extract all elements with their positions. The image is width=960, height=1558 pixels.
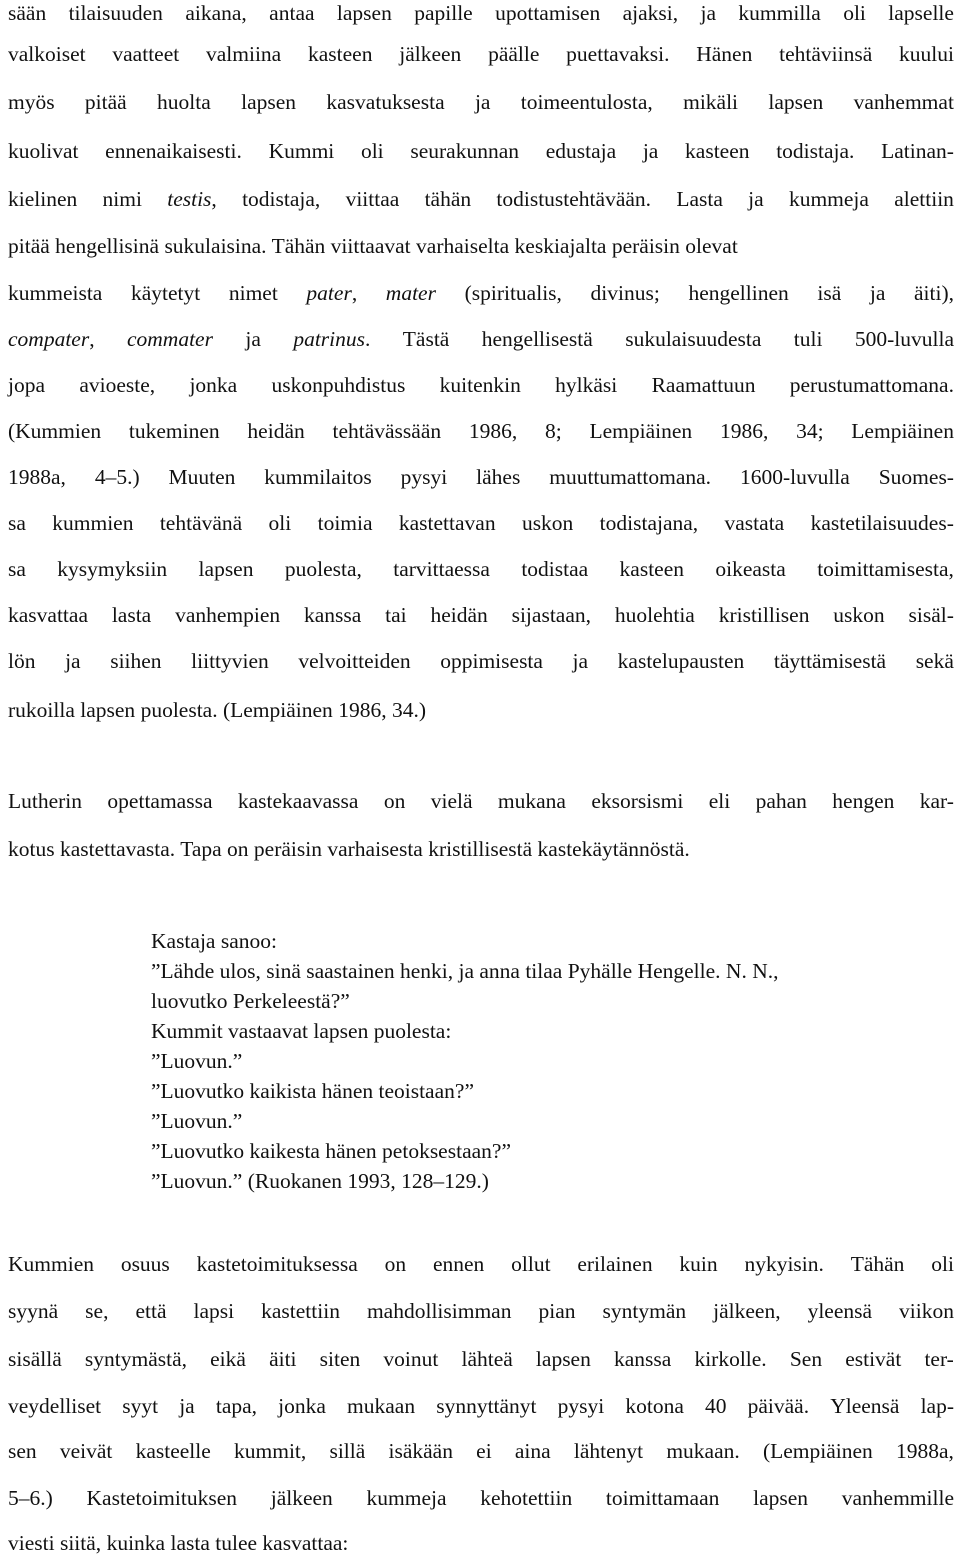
word: kummien [52,511,134,535]
word: vaatteet [112,42,180,66]
text-line [8,372,954,398]
word: puettavaksi. [566,42,670,66]
word: sa [8,557,26,581]
word: edustaja [545,139,617,163]
word: kristillisen [718,603,810,627]
word: että [135,1299,167,1323]
word: kasteen [619,557,685,581]
word: on [227,837,249,861]
word: tapa, [215,1394,258,1418]
word: käytetyt [130,281,201,305]
word: kielinen [8,187,78,211]
word: Tähän [271,234,326,258]
word: 500-luvulla [854,327,954,351]
word: compater, [8,327,95,351]
word: viittaavat [330,234,411,258]
word: todistaja. [776,139,855,163]
word: commater [126,327,213,351]
word: pitää [8,234,50,258]
word: 8; [545,419,562,443]
word: kotus [8,837,55,861]
word: kar- [919,789,954,813]
word: lapsen [80,698,136,722]
word: 5–6.) [8,1486,53,1510]
word: isä [817,281,842,305]
word: kastettavan [398,511,496,535]
text-line [8,1251,954,1277]
text-line [8,326,954,352]
word: perustumattomana. [789,373,954,397]
word: uskon [833,603,885,627]
word: varhaisesta [327,837,423,861]
word: Tästä [402,327,450,351]
word: todistaja, [242,187,321,211]
word: muuttumattomana. [549,465,712,489]
word: tarvittaessa [393,557,490,581]
word: tehtävänä [159,511,243,535]
word: kuinka [106,1531,166,1555]
word: erilainen [577,1252,653,1276]
word: pater, [306,281,358,305]
word: osuus [120,1252,170,1276]
word: oli [843,1,866,25]
word: lasta [111,603,152,627]
word: sijastaan, [511,603,592,627]
word: ei [476,1439,492,1463]
word: viikon [899,1299,954,1323]
quote-line: ”Luovutko kaikista hänen teoistaan?” [151,1079,474,1103]
word: toimia [317,511,373,535]
word: oli [360,139,384,163]
word: valmiina [206,42,282,66]
text-line [8,1298,954,1324]
word: huolta [157,90,211,114]
word: päivää. [747,1394,810,1418]
word: sukulaisuudesta [625,327,762,351]
word: vanhempien [175,603,281,627]
word: synnyttänyt [436,1394,537,1418]
word: opettamassa [107,789,213,813]
word: kysymyksiin [57,557,168,581]
text-line [8,186,954,212]
word: oli [931,1252,954,1276]
word: yleensä [807,1299,873,1323]
word: lapsen [336,1,392,25]
word: kasteen [685,139,750,163]
text-line [8,280,954,306]
word: huolehtia [614,603,695,627]
word: (Lempiäinen [762,1439,873,1463]
word: pahan [755,789,807,813]
word: rukoilla [8,698,75,722]
word: Kummi [268,139,335,163]
text-line [8,602,954,628]
word: uskonpuhdistus [271,373,406,397]
text-line [8,89,954,115]
word: syyt [122,1394,159,1418]
word: jälkeen [399,42,462,66]
word: pian [538,1299,576,1323]
word: kehotettiin [480,1486,573,1510]
word: ter- [924,1347,954,1371]
word: kuitenkin [439,373,521,397]
word: syynä [8,1299,59,1323]
word: Raamattuun [651,373,756,397]
quote-line: ”Luovun.” (Ruokanen 1993, 128–129.) [151,1169,489,1193]
word: oli [268,511,292,535]
word: Hänen [696,42,753,66]
word: kotona [625,1394,684,1418]
word: syntymästä, [84,1347,187,1371]
word: siten [319,1347,361,1371]
word: veivät [59,1439,113,1463]
word: kummeja [366,1486,447,1510]
word: peräisin [611,234,680,258]
word: tuli [793,327,823,351]
word: lapsen [768,90,824,114]
word: kastettavasta. [59,837,176,861]
word: kirkolle. [694,1347,767,1371]
text-line [8,138,954,164]
word: tukeminen [128,419,220,443]
word: lapsen [198,557,254,581]
word: sukulaisina. [164,234,267,258]
word: kummeja [788,187,869,211]
word: jonka [278,1394,326,1418]
text-line [8,648,954,674]
word: Tapa [180,837,222,861]
word: tehtävässään [332,419,442,443]
word: ja [65,649,81,673]
word: kastekaavassa [237,789,359,813]
text-line [8,556,954,582]
word: uskon [521,511,574,535]
word: 1986, [468,419,518,443]
word: kasteelle [135,1439,211,1463]
word: veydelliset [8,1394,102,1418]
word: viesti [8,1531,55,1555]
word: tähän [424,187,472,211]
word: pysyi [557,1394,605,1418]
word: lähtenyt [573,1439,644,1463]
word: tai [385,603,407,627]
word: seurakunnan [410,139,519,163]
word: ennenaikaisesti. [105,139,242,163]
quote-line: ”Lähde ulos, sinä saastainen henki, ja anna tilaa Pyhälle Hengelle. N. N., [151,959,779,983]
word: kastekäytännöstä. [537,837,690,861]
word: isäkään [388,1439,453,1463]
word: lap- [920,1394,954,1418]
word: avioeste, [79,373,156,397]
word: sisäl- [908,603,954,627]
word: kasvattaa [8,603,88,627]
word: Yleensä [830,1394,900,1418]
text-line [8,464,954,490]
word: ja [700,1,717,25]
word: antaa [269,1,315,25]
word: hengellinen [688,281,789,305]
word: kasteen [308,42,373,66]
word: hengen [832,789,895,813]
quote-line: ”Luovun.” [151,1049,243,1073]
word: lapsen [753,1486,809,1510]
word: nimet [228,281,278,305]
word: ja [474,90,491,114]
word: äiti [269,1347,297,1371]
word: tilaisuuden [68,1,163,25]
word: hengellisestä [481,327,593,351]
word: Suomes- [878,465,954,489]
word: lähteä [461,1347,513,1371]
text-line [8,510,954,536]
word: pitää [84,90,127,114]
word: todistajana, [599,511,699,535]
word: jonka [189,373,238,397]
word: Kastetoimituksen [86,1486,237,1510]
word: eksorsismi [591,789,684,813]
word: (spiritualis, [464,281,562,305]
word: eli [708,789,731,813]
word: oppimisesta [440,649,543,673]
word: kastelupausten [617,649,745,673]
word: kummeista [8,281,103,305]
word: puolesta. [140,698,218,722]
text-line [8,697,954,723]
word: keskiajalta [514,234,607,258]
word: (Lempiäinen [222,698,333,722]
word: vielä [430,789,473,813]
word: äiti), [914,281,954,305]
word: vanhemmat [853,90,954,114]
text-line [8,788,954,814]
word: kuolivat [8,139,79,163]
text-line [8,0,954,26]
word: sään [8,1,47,25]
word: kummilaitos [264,465,372,489]
word: hengellisinä [55,234,160,258]
word: ajaksi, [622,1,679,25]
word: estivät [845,1347,902,1371]
word: kuului [899,42,954,66]
text-line [8,1346,954,1372]
text-line [8,1530,954,1556]
word: siihen [110,649,162,673]
word: peräisin [253,837,322,861]
word: on [384,1252,407,1276]
word: aikana, [185,1,247,25]
word: lapsi [193,1299,235,1323]
word: pysyi [400,465,448,489]
word: alettiin [894,187,954,211]
word: eikä [210,1347,246,1371]
word: Latinan- [881,139,954,163]
word: todistaa [521,557,589,581]
word: päälle [488,42,540,66]
word: kummilla [738,1,821,25]
word: toimittamisesta, [817,557,954,581]
word: lön [8,649,36,673]
word: Tähän [850,1252,905,1276]
word: ollut [511,1252,551,1276]
word: mukaan [347,1394,416,1418]
word: voinut [383,1347,439,1371]
text-line [8,1485,954,1511]
word: siitä, [59,1531,102,1555]
word: todistustehtävään. [496,187,652,211]
word: sa [8,511,26,535]
word: jälkeen, [713,1299,781,1323]
word: kummit, [234,1439,307,1463]
word: nykyisin. [744,1252,824,1276]
word: ja [748,187,764,211]
word: se, [85,1299,109,1323]
word: syntymän [602,1299,687,1323]
quote-line: ”Luovutko kaikesta hänen petoksestaan?” [151,1139,511,1163]
word: mahdollisimman [366,1299,512,1323]
word: myös [8,90,55,114]
word: kastettiin [261,1299,340,1323]
word: varhaiselta [416,234,510,258]
word: vanhemmille [841,1486,954,1510]
word: tehtäviinsä [779,42,873,66]
word: kastetilaisuudes- [810,511,954,535]
word: toimeentulosta, [520,90,653,114]
word: sisällä [8,1347,62,1371]
word: puolesta, [284,557,362,581]
word: (Kummien [8,419,102,443]
text-line [8,233,954,259]
word: mater [385,281,436,305]
word: heidän [430,603,488,627]
word: kastetoimituksessa [196,1252,358,1276]
quote-line: Kastaja sanoo: [151,929,277,953]
quote-line: Kummit vastaavat lapsen puolesta: [151,1019,452,1043]
text-line [8,836,954,862]
word: kasvattaa: [262,1531,349,1555]
word: 40 [705,1394,727,1418]
word: divinus; [590,281,660,305]
word: aina [514,1439,551,1463]
word: ennen [432,1252,485,1276]
word: sekä [915,649,954,673]
word: 1986, [338,698,387,722]
word: jälkeen [270,1486,333,1510]
word: sen [8,1439,37,1463]
word: Lasta [676,187,723,211]
text-line [8,1438,954,1464]
word: Lutherin [8,789,83,813]
word: mukaan. [666,1439,740,1463]
word: ja [179,1394,195,1418]
word: kuin [679,1252,718,1276]
word: sillä [329,1439,366,1463]
word: 34; [796,419,824,443]
word: 1600-luvulla [739,465,850,489]
word: heidän [247,419,305,443]
word: toimittamaan [605,1486,720,1510]
word: ja [642,139,659,163]
word: Lempiäinen [851,419,954,443]
word: ja [245,327,261,351]
word: viittaa [345,187,400,211]
word: valkoiset [8,42,86,66]
word: 4–5.) [94,465,140,489]
text-line [8,418,954,444]
word: ja [572,649,589,673]
word: kanssa [613,1347,672,1371]
quote-line: luovutko Perkeleestä?” [151,989,350,1013]
word: Kummien [8,1252,94,1276]
word: 1986, [719,419,769,443]
word: mikäli [683,90,739,114]
word: oikeasta [715,557,786,581]
word: lapsen [535,1347,591,1371]
word: lapsen [241,90,297,114]
word: lähes [476,465,521,489]
word: kristillisestä [428,837,533,861]
word: 1988a, [8,465,66,489]
word: ja [869,281,886,305]
quote-line: ”Luovun.” [151,1109,243,1133]
word: täyttämisestä [773,649,887,673]
word: Muuten [168,465,236,489]
word: jopa [8,373,46,397]
word: kanssa [303,603,362,627]
word: kasvatuksesta [326,90,445,114]
word: velvoitteiden [298,649,411,673]
word: hylkäsi [555,373,618,397]
word: mukana [497,789,566,813]
word: upottamisen [495,1,601,25]
word: testis, [167,187,217,211]
word: 34.) [391,698,426,722]
word: papille [414,1,473,25]
word: nimi [102,187,142,211]
word: Lempiäinen [589,419,693,443]
word: lapselle [888,1,954,25]
word: liittyvien [191,649,269,673]
word: Sen [789,1347,823,1371]
word: lasta [170,1531,210,1555]
text-line [8,1393,954,1419]
word: on [383,789,406,813]
text-line [8,41,954,67]
word: vastata [724,511,785,535]
word: 1988a, [895,1439,954,1463]
word: tulee [215,1531,258,1555]
word: patrinus. [293,327,371,351]
word: olevat [685,234,738,258]
